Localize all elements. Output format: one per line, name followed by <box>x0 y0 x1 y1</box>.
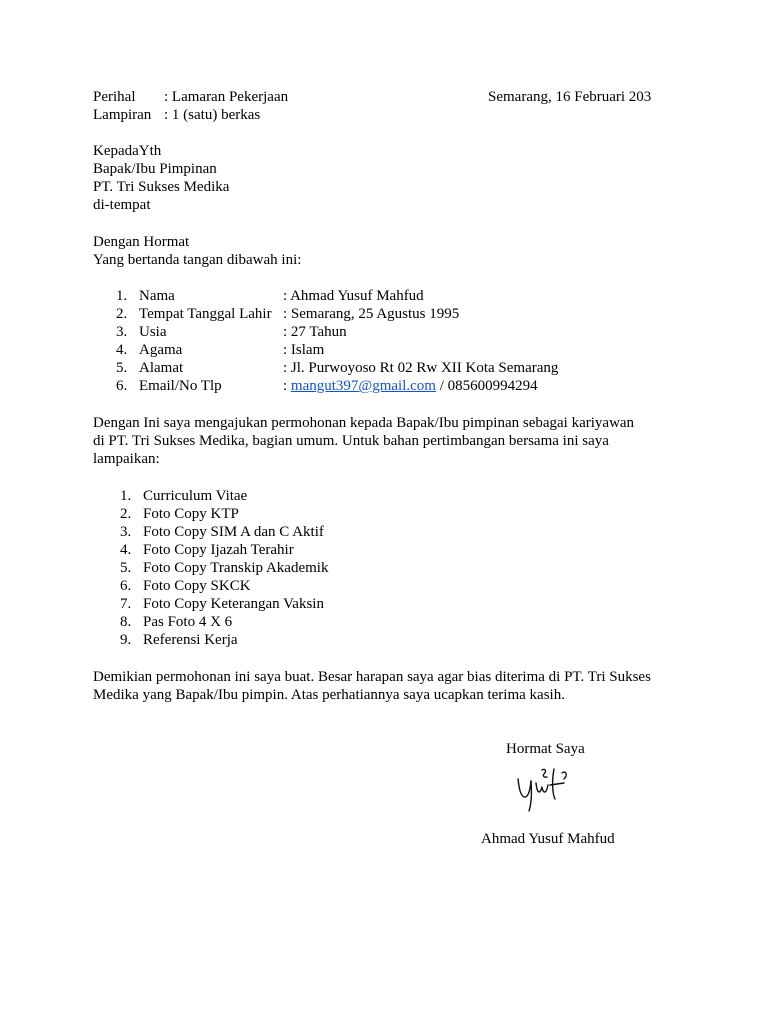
identity-number: 2. <box>116 306 128 322</box>
identity-label: Nama <box>139 288 175 304</box>
email-link[interactable]: mangut397@gmail.com <box>290 378 436 394</box>
list-number: 7. <box>120 596 132 612</box>
identity-number: 6. <box>116 378 128 394</box>
perihal-value: : Lamaran Pekerjaan <box>164 89 289 105</box>
recipient-line-1: KepadaYth <box>93 143 162 159</box>
identity-number: 3. <box>116 324 128 340</box>
identity-label: Agama <box>139 342 183 358</box>
list-text: Foto Copy Keterangan Vaksin <box>143 596 324 612</box>
value-prefix: : <box>283 378 291 394</box>
list-number: 8. <box>120 614 132 630</box>
salutation: Dengan Hormat <box>93 234 190 250</box>
identity-value: : 27 Tahun <box>283 324 347 340</box>
identity-value <box>283 377 538 395</box>
list-number: 2. <box>120 506 132 522</box>
list-text: Pas Foto 4 X 6 <box>143 614 233 630</box>
list-text: Referensi Kerja <box>143 632 238 648</box>
list-text: Foto Copy Ijazah Terahir <box>143 542 294 558</box>
body-line-2: di PT. Tri Sukses Medika, bagian umum. Untuk bahan pertimbangan bersama ini saya <box>93 433 609 449</box>
list-number: 4. <box>120 542 132 558</box>
identity-number: 4. <box>116 342 128 358</box>
list-number: 1. <box>120 488 132 504</box>
identity-number: 5. <box>116 360 128 376</box>
list-number: 3. <box>120 524 132 540</box>
list-text: Foto Copy KTP <box>143 506 239 522</box>
list-text: Foto Copy SIM A dan C Aktif <box>143 524 324 540</box>
body-line-3: lampaikan: <box>93 451 160 467</box>
list-text: Foto Copy SKCK <box>143 578 251 594</box>
body-line-1: Dengan Ini saya mengajukan permohonan kepada Bapak/Ibu pimpinan sebagai kariyawan <box>93 415 635 431</box>
identity-label: Usia <box>139 324 167 340</box>
place-date: Semarang, 16 Februari 203 <box>488 89 652 105</box>
identity-label: Alamat <box>139 360 184 376</box>
perihal-label: Perihal <box>93 89 136 105</box>
phone-number: / 085600994294 <box>435 378 538 394</box>
list-text: Curriculum Vitae <box>143 488 248 504</box>
recipient-line-3: PT. Tri Sukses Medika <box>93 179 230 195</box>
list-number: 6. <box>120 578 132 594</box>
recipient-line-2: Bapak/Ibu Pimpinan <box>93 161 217 177</box>
recipient-line-4: di-tempat <box>93 197 151 213</box>
closing-line-1: Demikian permohonan ini saya buat. Besar harapan saya agar bias diterima di PT. Tri Sukses <box>93 669 651 685</box>
closing-line-2: Medika yang Bapak/Ibu pimpin. Atas perhatiannya saya ucapkan terima kasih. <box>93 687 565 703</box>
lampiran-label: Lampiran <box>93 107 152 123</box>
signature-image <box>512 765 582 815</box>
list-number: 5. <box>120 560 132 576</box>
signer-name: Ahmad Yusuf Mahfud <box>481 831 615 847</box>
regards: Hormat Saya <box>506 741 585 757</box>
list-text: Foto Copy Transkip Akademik <box>143 560 329 576</box>
identity-value: : Ahmad Yusuf Mahfud <box>283 288 424 304</box>
lampiran-value: : 1 (satu) berkas <box>164 107 261 123</box>
identity-number: 1. <box>116 288 128 304</box>
intro-text: Yang bertanda tangan dibawah ini: <box>93 252 302 268</box>
identity-value: : Jl. Purwoyoso Rt 02 Rw XII Kota Semarang <box>283 360 559 376</box>
identity-value: : Semarang, 25 Agustus 1995 <box>283 306 460 322</box>
list-number: 9. <box>120 632 132 648</box>
identity-label: Tempat Tanggal Lahir <box>139 306 272 322</box>
identity-value: : Islam <box>283 342 325 358</box>
identity-label: Email/No Tlp <box>139 378 222 394</box>
